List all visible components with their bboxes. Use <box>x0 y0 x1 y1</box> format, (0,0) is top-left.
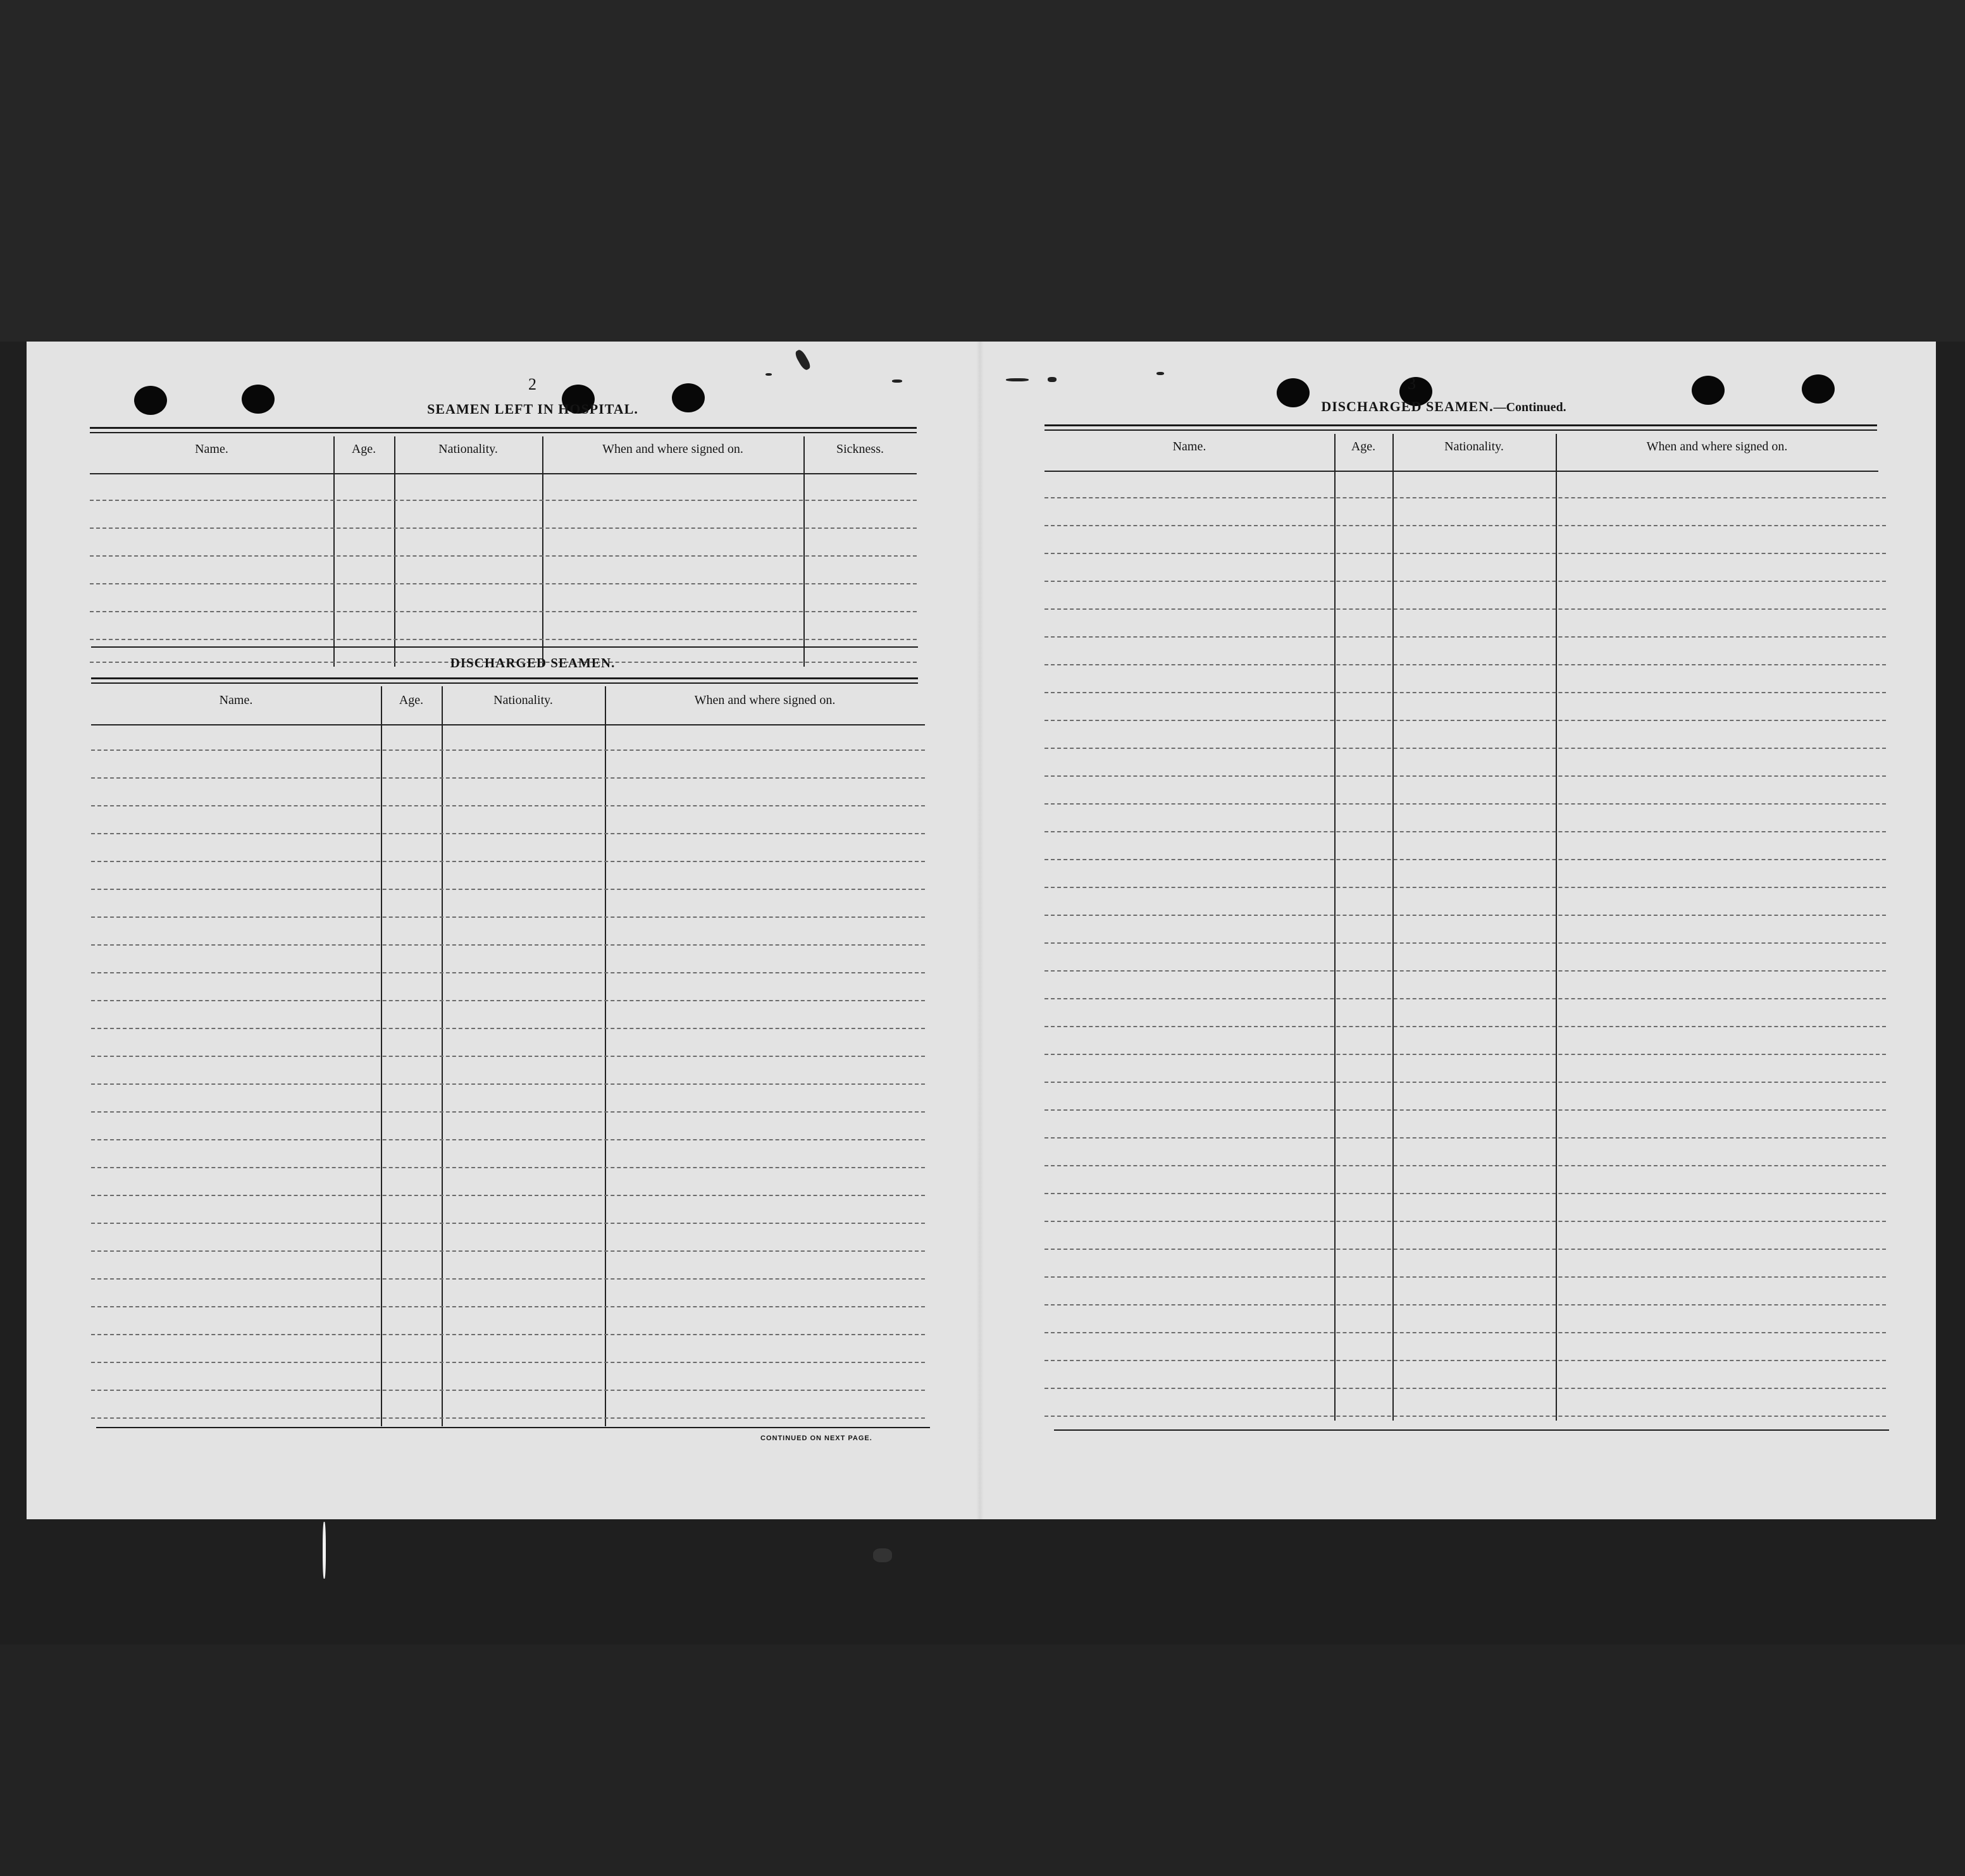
table-row <box>1044 1276 1886 1278</box>
discharged-table <box>91 686 925 1135</box>
table-row <box>1044 1221 1886 1222</box>
ledger-spread <box>27 342 1936 1519</box>
table-row <box>1044 1109 1886 1111</box>
table-row <box>91 1362 925 1363</box>
right-page <box>982 342 1936 1519</box>
table-row <box>1044 581 1886 582</box>
section-double-rule <box>91 677 918 679</box>
table-row <box>91 777 925 779</box>
column-divider <box>442 686 443 1135</box>
table-row <box>1044 803 1886 805</box>
table-row <box>91 1000 925 1001</box>
column-header-sickness: Sickness. <box>836 442 884 456</box>
table-row <box>91 1278 925 1280</box>
table-row <box>91 1334 925 1335</box>
top-double-rule <box>90 432 917 433</box>
column-divider <box>605 1135 606 1426</box>
table-row <box>1044 775 1886 777</box>
scan-background-bottom <box>0 1645 1965 1876</box>
column-divider <box>442 1135 443 1426</box>
table-row <box>90 639 917 640</box>
table-row <box>90 555 917 557</box>
scan-speck <box>323 1522 326 1579</box>
column-header-signed-on: When and where signed on. <box>694 693 836 707</box>
table-row <box>1044 748 1886 749</box>
column-divider <box>394 436 395 667</box>
table-row <box>1044 1388 1886 1389</box>
title-main: DISCHARGED SEAMEN. <box>1321 398 1494 414</box>
table-row <box>1044 1082 1886 1083</box>
table-row <box>91 1306 925 1307</box>
table-row <box>1044 608 1886 610</box>
table-row <box>91 861 925 862</box>
table-row <box>1044 1332 1886 1333</box>
table-row <box>91 1167 925 1168</box>
column-header-nationality: Nationality. <box>1444 440 1504 454</box>
discharged-table-continued-page <box>1044 434 1886 1427</box>
table-row <box>1044 970 1886 972</box>
binder-hole <box>242 385 275 414</box>
table-row <box>1044 915 1886 916</box>
table-row <box>1044 525 1886 526</box>
table-row <box>91 1250 925 1252</box>
table-row <box>91 805 925 806</box>
table-row <box>90 583 917 584</box>
table-row <box>91 1390 925 1391</box>
column-divider <box>1392 434 1394 1421</box>
column-divider <box>605 686 606 1135</box>
column-header-signed-on: When and where signed on. <box>1646 440 1788 454</box>
table-row <box>91 1083 925 1085</box>
top-double-rule <box>1044 424 1877 426</box>
table-row <box>91 889 925 890</box>
top-double-rule <box>1044 429 1877 431</box>
table-row <box>1044 1304 1886 1305</box>
column-header-signed-on: When and where signed on. <box>602 442 743 456</box>
table-row <box>91 1028 925 1029</box>
table-row <box>1044 831 1886 832</box>
discharged-continued-title <box>1248 398 1640 415</box>
discharged-section-title: DISCHARGED SEAMEN. <box>450 655 616 670</box>
table-row <box>1044 664 1886 665</box>
table-row <box>91 916 925 918</box>
table-row <box>1044 1360 1886 1361</box>
table-row <box>1044 636 1886 638</box>
bottom-rule <box>1054 1429 1889 1431</box>
scan-speck <box>892 380 902 383</box>
column-header-name: Name. <box>1172 440 1206 454</box>
column-header-age: Age. <box>351 442 376 456</box>
table-row <box>91 1111 925 1113</box>
header-underline <box>90 473 917 474</box>
column-divider <box>381 1135 382 1426</box>
table-row <box>1044 553 1886 554</box>
column-header-age: Age. <box>399 693 424 707</box>
binder-hole <box>1802 374 1835 404</box>
scan-speck <box>766 373 772 376</box>
section-rule <box>91 646 918 648</box>
table-row <box>91 972 925 973</box>
scan-speck <box>1048 377 1057 382</box>
table-row <box>91 1195 925 1196</box>
column-header-nationality: Nationality. <box>493 693 553 707</box>
table-row <box>1044 998 1886 999</box>
scan-speck <box>873 1548 892 1562</box>
table-row <box>1044 859 1886 860</box>
table-row <box>1044 1026 1886 1027</box>
column-header-age: Age. <box>1351 440 1376 454</box>
bottom-rule <box>96 1427 930 1428</box>
table-row <box>1044 1249 1886 1250</box>
scan-background-top <box>0 0 1965 342</box>
header-underline <box>1044 471 1878 472</box>
title-suffix: —Continued. <box>1493 400 1566 414</box>
table-row <box>90 611 917 612</box>
table-row <box>91 1139 925 1140</box>
table-row <box>91 944 925 946</box>
table-row <box>91 750 925 751</box>
page-number: 2 <box>528 375 537 393</box>
table-row <box>90 528 917 529</box>
column-divider <box>542 436 543 667</box>
table-row <box>1044 1054 1886 1055</box>
table-row <box>1044 1137 1886 1139</box>
table-row <box>1044 1165 1886 1166</box>
column-divider <box>803 436 805 667</box>
binder-hole <box>1692 376 1725 405</box>
binder-hole <box>134 386 167 415</box>
column-header-name: Name. <box>219 693 253 707</box>
hospital-table <box>90 436 917 667</box>
table-row <box>90 500 917 501</box>
table-row <box>91 1223 925 1224</box>
table-row <box>1044 692 1886 693</box>
table-row <box>1044 942 1886 944</box>
left-page <box>27 342 982 1519</box>
scan-speck <box>1006 378 1029 381</box>
table-row <box>1044 720 1886 721</box>
discharged-table-continued <box>91 1135 925 1426</box>
table-row <box>1044 887 1886 888</box>
column-divider <box>1334 434 1336 1421</box>
column-divider <box>381 686 382 1135</box>
table-row <box>1044 497 1886 498</box>
column-header-name: Name. <box>195 442 228 456</box>
table-row <box>91 1417 925 1419</box>
table-row <box>91 1056 925 1057</box>
page-number: 3 <box>1408 374 1416 393</box>
header-underline <box>91 724 925 725</box>
section-double-rule <box>91 682 918 684</box>
column-divider <box>333 436 335 667</box>
table-row <box>91 833 925 834</box>
table-row <box>1044 1416 1886 1417</box>
scan-speck <box>1156 372 1164 375</box>
column-header-nationality: Nationality. <box>438 442 498 456</box>
column-divider <box>1556 434 1557 1421</box>
hospital-section-title: SEAMEN LEFT IN HOSPITAL. <box>427 401 638 417</box>
continued-note: CONTINUED ON NEXT PAGE. <box>760 1435 872 1442</box>
table-row <box>1044 1193 1886 1194</box>
top-double-rule <box>90 427 917 429</box>
